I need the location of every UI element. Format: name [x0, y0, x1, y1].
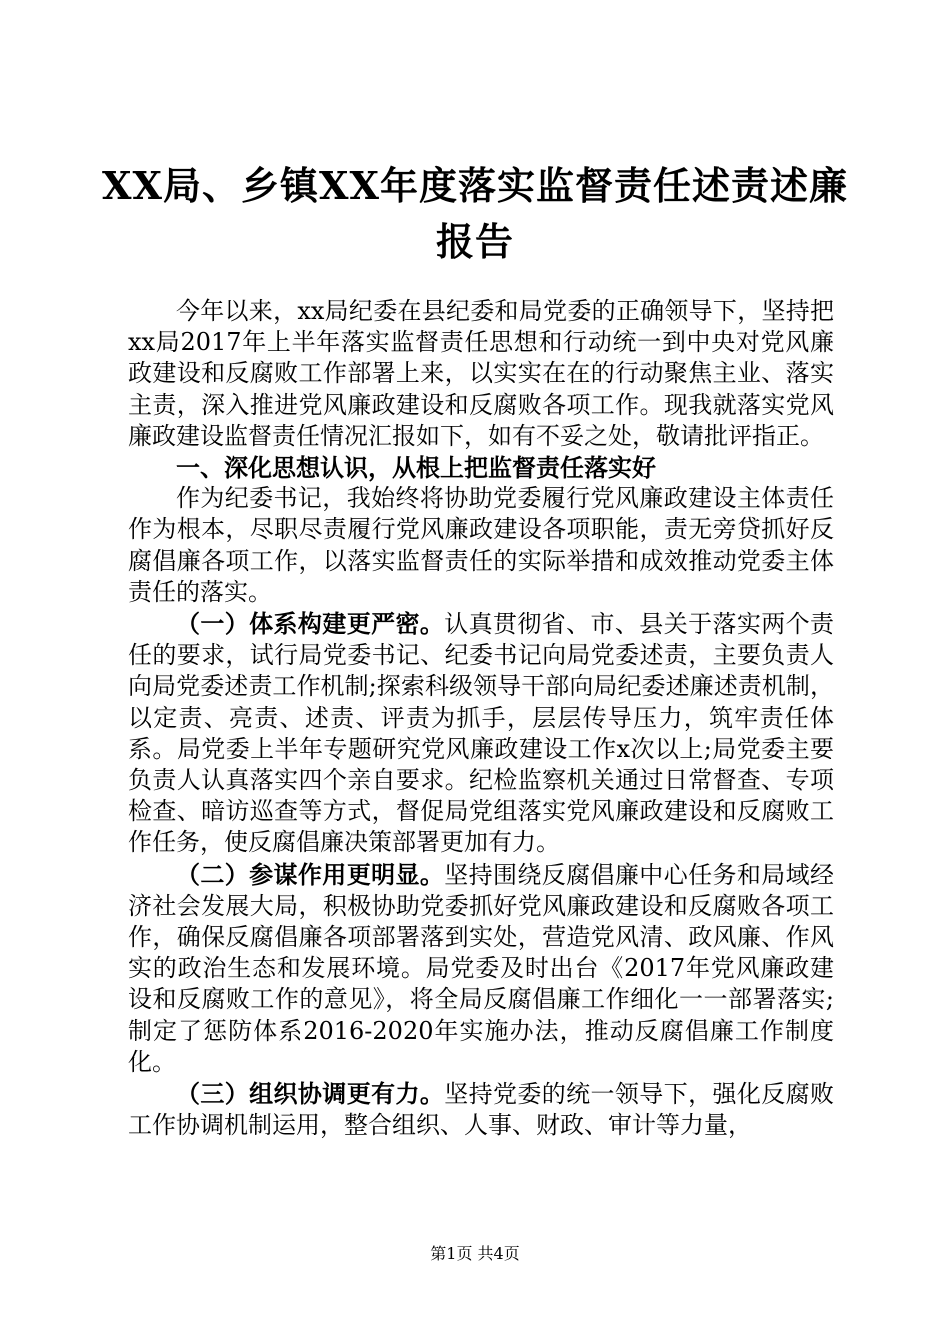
- section-heading-1: 一、深化思想认识，从根上把监督责任落实好: [176, 453, 656, 483]
- subsection-1-paragraph: [128, 608, 834, 859]
- document-title: XX局、乡镇XX年度落实监督责任述责述廉报告: [102, 163, 848, 264]
- document-body: [128, 296, 834, 1141]
- subsection-1-text: 认真贯彻省、市、县关于落实两个责任的要求，试行局党委书记、纪委书记向局党委述责，主要负责人向局党委述责工作机制;探索科级领导干部向局纪委述廉述责机制，以定责、亮责、述责、评责为抓手，层层传导压力，筑牢责任体系。局党委上半年专题研究党风廉政建设工作x次以上;局党委主要负责人认真落实四个亲自要求。纪检监察机关通过日常督查、专项检查、暗访巡查等方式，督促局党组落实党风廉政建设和反腐败工作任务，使反腐倡廉决策部署更加有力。: [128, 610, 835, 857]
- subsection-2-text: 坚持围绕反腐倡廉中心任务和局域经济社会发展大局，积极协助党委抓好党风廉政建设和反腐败各项工作，确保反腐倡廉各项部署落到实处，营造党风清、政风廉、作风实的政治生态和发展环境。局党委及时出台《2017年党风廉政建设和反腐败工作的意见》，将全局反腐倡廉工作细化一一部署落实;制定了惩防体系2016-2020年实施办法，推动反腐倡廉工作制度化。: [128, 860, 835, 1076]
- subsection-3-lead: （三）组织协调更有力。: [176, 1079, 445, 1109]
- subsection-3-text: 坚持党委的统一领导下，强化反腐败工作协调机制运用，整合组织、人事、财政、审计等力量，: [128, 1080, 835, 1140]
- intro-paragraph: 今年以来，xx局纪委在县纪委和局党委的正确领导下，坚持把xx局2017年上半年落实监督责任思想和行动统一到中央对党风廉政建设和反腐败工作部署上来，以实实在在的行动聚焦主业、落实主责，深入推进党风廉政建设和反腐败各项工作。现我就落实党风廉政建设监督责任情况汇报如下，如有不妥之处，敬请批评指正。: [128, 297, 834, 450]
- section-1-paragraph: 作为纪委书记，我始终将协助党委履行党风廉政建设主体责任作为根本，尽职尽责履行党风廉政建设各项职能，责无旁贷抓好反腐倡廉各项工作，以落实监督责任的实际举措和成效推动党委主体责任的落实。: [128, 484, 834, 606]
- subsection-2-lead: （二）参谋作用更明显。: [176, 859, 445, 889]
- subsection-1-lead: （一）体系构建更严密。: [176, 609, 445, 639]
- subsection-3-paragraph: [128, 1078, 834, 1141]
- page-footer: 第1页 共4页: [430, 1244, 520, 1263]
- subsection-2-paragraph: [128, 859, 834, 1078]
